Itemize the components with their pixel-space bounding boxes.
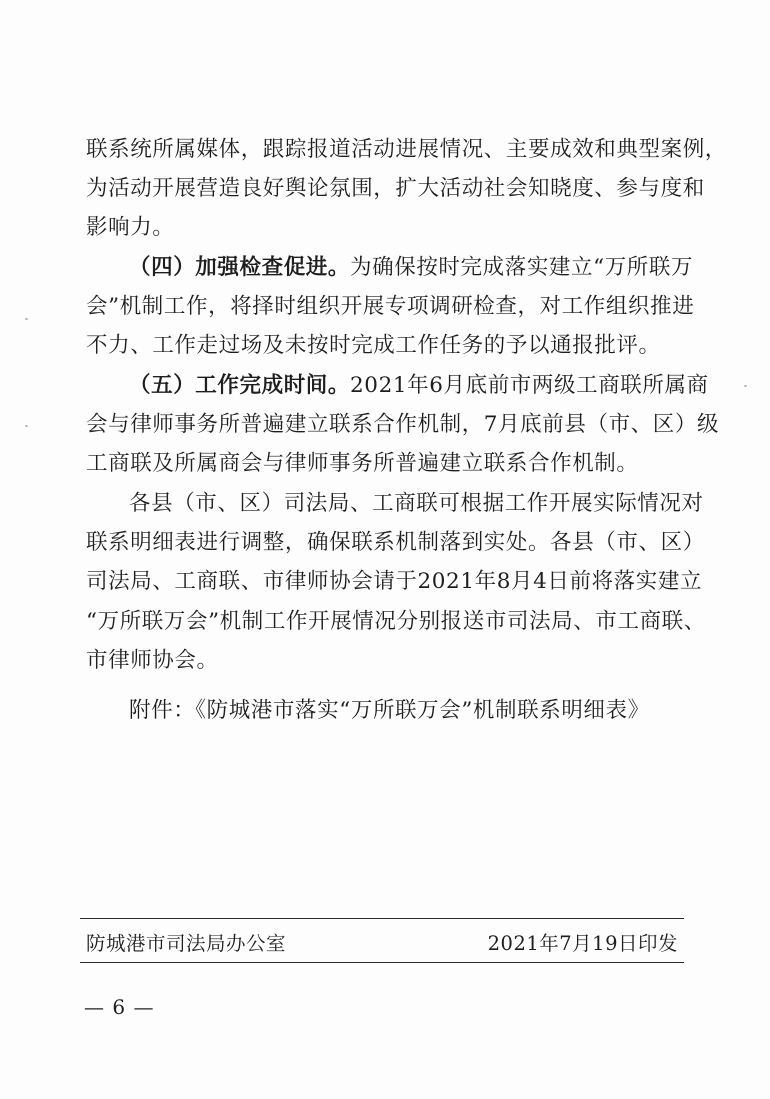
section-heading-5: （五）工作完成时间。 [129, 373, 351, 398]
attachment-line: 附件：《防城港市落实“万所联万会”机制联系明细表》 [129, 698, 650, 723]
text-line: 各县（市、区）司法局、工商联可根据工作开展实际情况对 [129, 491, 704, 516]
scan-speck [744, 385, 747, 387]
text-fragment: 为确保按时完成落实建立“万所联万 [350, 255, 694, 280]
footer-date: 2021年7月19日印发 [487, 932, 678, 955]
text-line: 为活动开展营造良好舆论氛围，扩大活动社会知晓度、参与度和 [86, 176, 705, 202]
section-heading-4: （四）加强检查促进。 [129, 255, 351, 280]
text-line: 工商联及所属商会与律师事务所普遍建立联系合作机制。 [86, 451, 639, 477]
paragraph-deadline [86, 366, 720, 484]
text-fragment: 2021年6月底前市两级工商联所属商 [350, 373, 709, 398]
page-number: — 6 — [84, 995, 155, 1019]
text-line: 联系统所属媒体，跟踪报道活动进展情况、主要成效和典型案例， [86, 137, 727, 162]
paragraph-reporting [86, 484, 706, 680]
scan-speck [25, 425, 28, 427]
footer-issuer: 防城港市司法局办公室 [86, 932, 287, 955]
text-line: 会”机制工作，将择时组织开展专项调研检查，对工作组织推进 [86, 294, 695, 320]
text-line: 司法局、工商联、市律师协会请于2021年8月4日前将落实建立 [86, 569, 703, 595]
paragraph-inspection [86, 248, 695, 366]
scan-speck [25, 318, 28, 320]
text-line: 联系明细表进行调整，确保联系机制落到实处。各县（市、区） [86, 530, 705, 556]
text-line: 市律师协会。 [86, 647, 219, 673]
text-line: 不力、工作走过场及未按时完成工作任务的予以通报批评。 [86, 333, 661, 359]
text-line [86, 366, 709, 405]
text-line: “万所联万会”机制工作开展情况分别报送市司法局、市工商联、 [86, 608, 706, 634]
paragraph-publicity [86, 130, 727, 248]
text-line [86, 248, 694, 287]
text-line: 会与律师事务所普遍建立联系合作机制，7月底前县（市、区）级 [86, 412, 720, 438]
text-line: 影响力。 [86, 215, 175, 241]
footer-top-rule [80, 918, 684, 919]
footer-bottom-rule [80, 962, 684, 963]
